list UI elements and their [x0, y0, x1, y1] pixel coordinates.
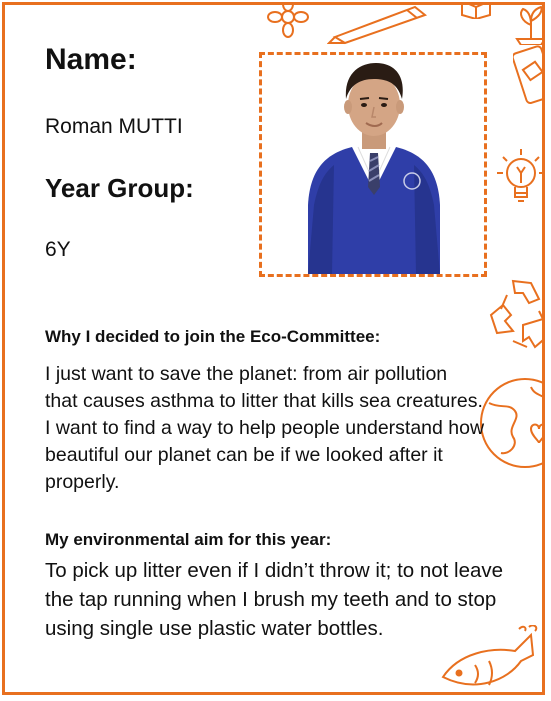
why-join-heading: Why I decided to join the Eco-Committee: — [45, 327, 381, 346]
book-icon — [460, 2, 492, 19]
profile-card — [2, 2, 545, 695]
plant-icon — [511, 3, 545, 45]
flower-icon — [263, 2, 313, 43]
tablet-icon — [513, 45, 545, 109]
student-photo — [259, 52, 487, 277]
name-heading: Name: — [45, 43, 137, 76]
recycle-icon — [483, 275, 545, 365]
year-group-heading: Year Group: — [45, 173, 194, 203]
name-value: Roman MUTTI — [45, 115, 183, 138]
globe-icon — [475, 373, 545, 473]
pencil-icon — [327, 2, 437, 45]
environmental-aim-heading: My environmental aim for this year: — [45, 530, 332, 549]
student-portrait-image — [262, 55, 484, 274]
why-join-text: I just want to save the planet: from air pollution that causes asthma to litter that kills sea creatures. I want to find a way to help people understand how beautiful our planet can be if we looked after it properly. — [45, 363, 485, 493]
lightbulb-icon — [493, 143, 545, 213]
year-group-value: 6Y — [45, 238, 71, 261]
environmental-aim-text: To pick up litter even if I didn’t throw it; to not leave the tap running when I brush my teeth and to stop using single use plastic water bottles. — [45, 559, 504, 640]
